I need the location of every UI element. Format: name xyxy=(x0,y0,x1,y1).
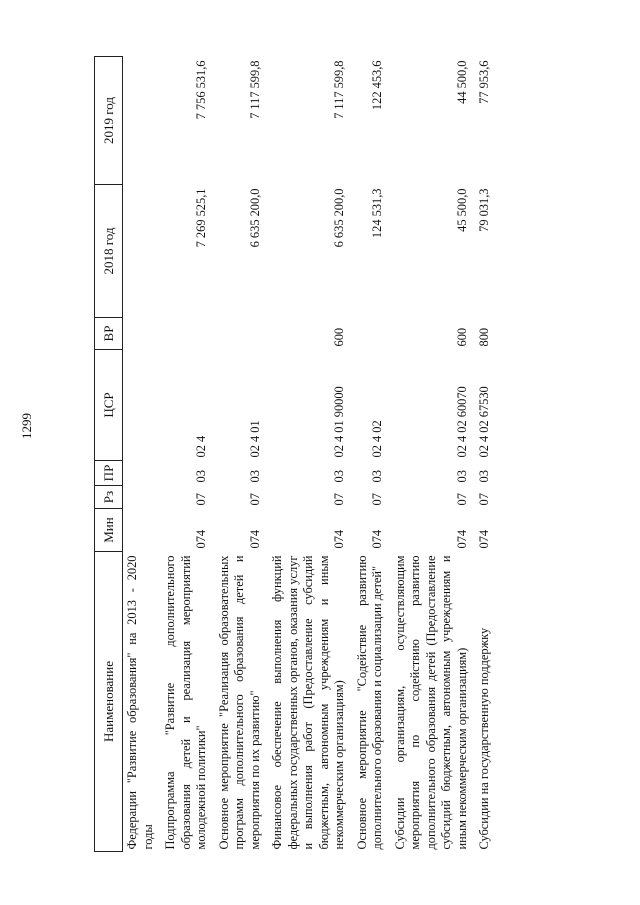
budget-table-container xyxy=(94,57,604,852)
row-csr: 02 4 02 xyxy=(370,420,384,458)
row-rz: 07 xyxy=(370,493,384,506)
table-row xyxy=(123,57,161,852)
row-min xyxy=(123,509,161,552)
row-name: Финансовое обеспечение выполнения функций федеральных государственных органов, оказания услуг и выполнения работ (Предоставление субсидий бюджетным, автономным учреждениям и иным некоммерческим организациям) xyxy=(270,555,346,850)
row-min: 074 xyxy=(454,529,469,549)
row-rz: 07 xyxy=(247,493,262,506)
table-row xyxy=(352,57,390,852)
row-2019: 7 117 599,8 xyxy=(247,60,262,119)
row-csr: 02 4 01 xyxy=(247,420,262,458)
table-row xyxy=(214,57,268,852)
row-2018: 6 635 200,0 xyxy=(247,188,262,248)
table-row xyxy=(267,57,352,852)
row-csr xyxy=(123,350,161,461)
row-2018: 45 500,0 xyxy=(454,188,469,232)
row-name: Субсидии организациям, осуществляющим мероприятия по содействию развитию дополнительного образования детей (Предоставление субсидий бюджетным, автономным учреждениям и иным некоммерческим организациям) xyxy=(392,555,469,850)
row-vr: 800 xyxy=(477,327,491,347)
col-header-pr: ПР xyxy=(95,461,123,486)
row-vr: 600 xyxy=(332,327,346,347)
col-header-2018: 2018 год xyxy=(95,185,123,318)
row-vr xyxy=(123,318,161,350)
row-rz xyxy=(123,486,161,509)
row-vr xyxy=(352,318,390,350)
row-2019: 77 953,6 xyxy=(477,60,491,104)
row-pr: 03 xyxy=(370,470,384,483)
row-min: 074 xyxy=(194,529,208,549)
row-rz: 07 xyxy=(194,493,208,506)
row-pr: 03 xyxy=(194,470,208,483)
row-2018: 79 031,3 xyxy=(477,188,491,232)
row-name: Основное мероприятие "Реализация образовательных программ дополнительного образования детей и мероприятия по их развитию" xyxy=(216,555,262,850)
row-2019: 7 117 599,8 xyxy=(332,60,346,119)
row-csr: 02 4 01 90000 xyxy=(332,386,346,458)
row-min: 074 xyxy=(370,529,384,549)
row-csr: 02 4 02 60070 xyxy=(454,386,469,458)
row-min: 074 xyxy=(247,529,262,549)
row-vr xyxy=(214,318,268,350)
row-name: Подпрограмма "Развитие дополнительного образования детей и реализация мероприятий молодежной политики" xyxy=(163,555,208,850)
table-row xyxy=(390,57,475,852)
row-name: Федерации "Развитие образования" на 2013 - 2020 годы xyxy=(125,555,155,850)
table-header xyxy=(95,57,123,852)
col-header-min: Мин xyxy=(95,509,123,552)
row-pr: 03 xyxy=(454,470,469,483)
row-vr: 600 xyxy=(454,327,469,347)
row-pr xyxy=(123,461,161,486)
row-rz: 07 xyxy=(477,493,491,506)
row-min: 074 xyxy=(332,529,346,549)
col-header-rz: Рз xyxy=(95,486,123,509)
row-2018: 124 531,3 xyxy=(370,188,384,239)
row-2019: 7 756 531,6 xyxy=(194,60,208,120)
table-row xyxy=(474,57,497,852)
row-pr: 03 xyxy=(477,470,491,483)
row-2018: 7 269 525,1 xyxy=(194,188,208,248)
row-2018 xyxy=(123,185,161,318)
row-csr: 02 4 02 67530 xyxy=(477,386,491,458)
table-row xyxy=(160,57,214,852)
row-name: Субсидии на государственную поддержку xyxy=(477,627,491,850)
row-name: Основное мероприятие "Содействие развитию дополнительного образования и социализации детей" xyxy=(354,555,384,850)
page-number: 1299 xyxy=(19,413,34,439)
col-header-csr: ЦСР xyxy=(95,350,123,461)
row-vr xyxy=(160,318,214,350)
col-header-name: Наименование xyxy=(95,552,123,852)
row-rz: 07 xyxy=(454,493,469,506)
row-2019 xyxy=(123,57,161,185)
row-pr: 03 xyxy=(332,470,346,483)
col-header-2019: 2019 год xyxy=(95,57,123,185)
row-rz: 07 xyxy=(332,493,346,506)
row-2019: 122 453,6 xyxy=(370,60,384,111)
row-pr: 03 xyxy=(247,470,262,483)
row-2018: 6 635 200,0 xyxy=(332,188,346,248)
budget-table xyxy=(94,56,497,852)
row-csr: 02 4 xyxy=(194,435,208,458)
row-2019: 44 500,0 xyxy=(454,60,469,104)
row-min: 074 xyxy=(477,529,491,549)
col-header-vr: ВР xyxy=(95,318,123,350)
